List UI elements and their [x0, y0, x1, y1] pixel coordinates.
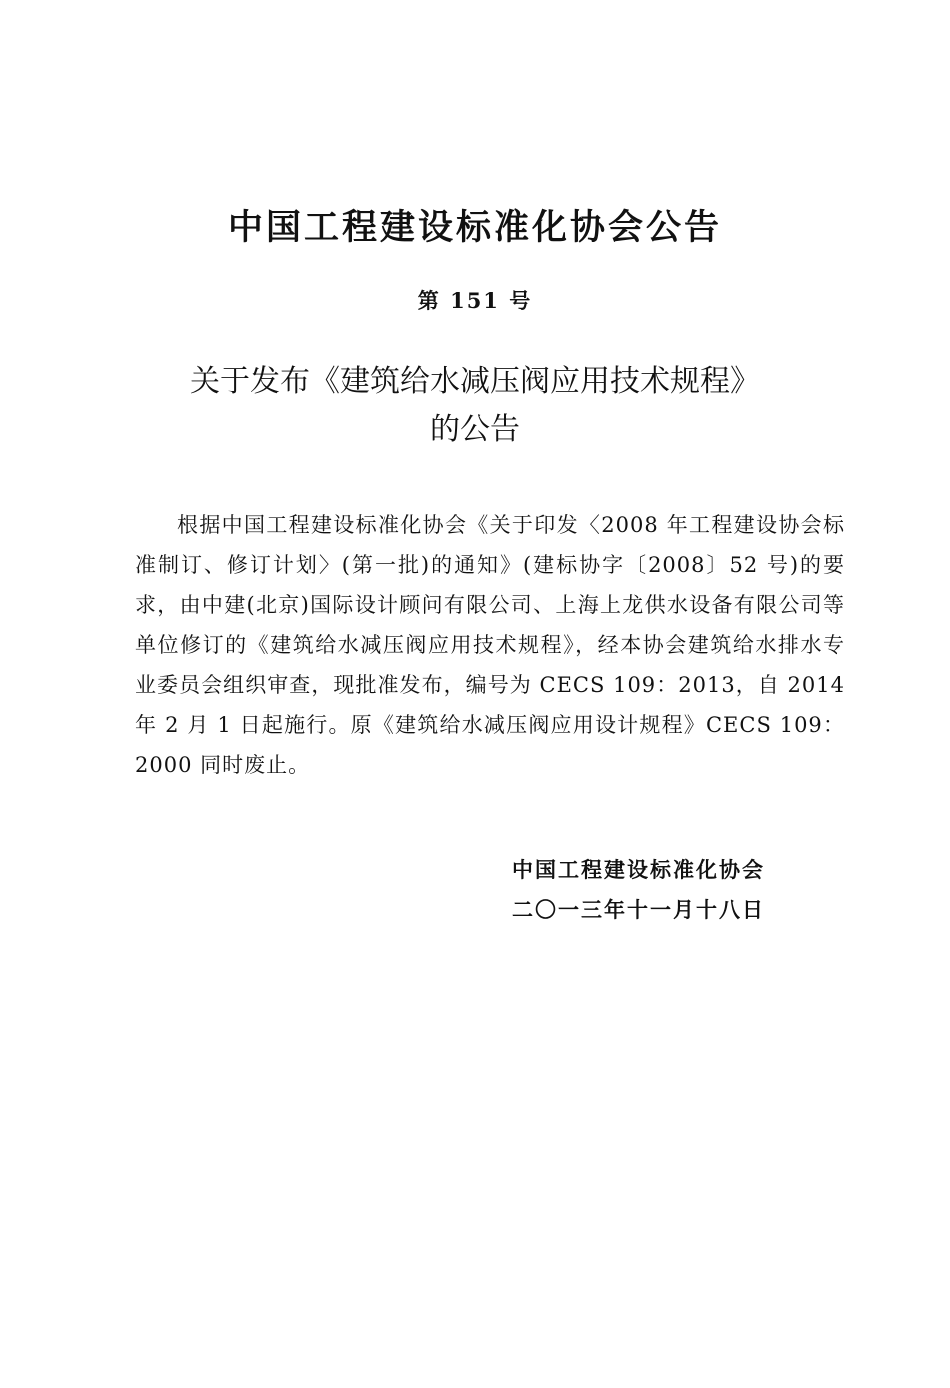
notice-number: 第 151 号	[417, 288, 533, 313]
notice-body: 根据中国工程建设标准化协会《关于印发〈2008 年工程建设协会标准制订、修订计划〉(第一批)的通知》(建标协字〔2008〕52 号)的要求，由中建(北京)国际设计顾问有限公司、上海上龙供水设备有限公司等单位修订的《建筑给水减压阀应用技术规程》，经本协会建筑给水排水专业委员会组织审查，现批准发布，编号为 CECS 109：2013，自 2014 年 2 月 1 日起施行。原《建筑给水减压阀应用设计规程》CECS 109：2000 同时废止。	[135, 513, 845, 777]
notice-signature	[512, 850, 832, 930]
notice-org-title: 中国工程建设标准化协会公告	[227, 208, 722, 248]
notice-subject	[0, 358, 950, 454]
signature-date: 二〇一三年十一月十八日	[512, 898, 765, 922]
notice-subject-line-1: 关于发布《建筑给水减压阀应用技术规程》	[190, 364, 760, 399]
notice-subject-line-2: 的公告	[430, 412, 520, 447]
signature-org: 中国工程建设标准化协会	[512, 858, 765, 882]
